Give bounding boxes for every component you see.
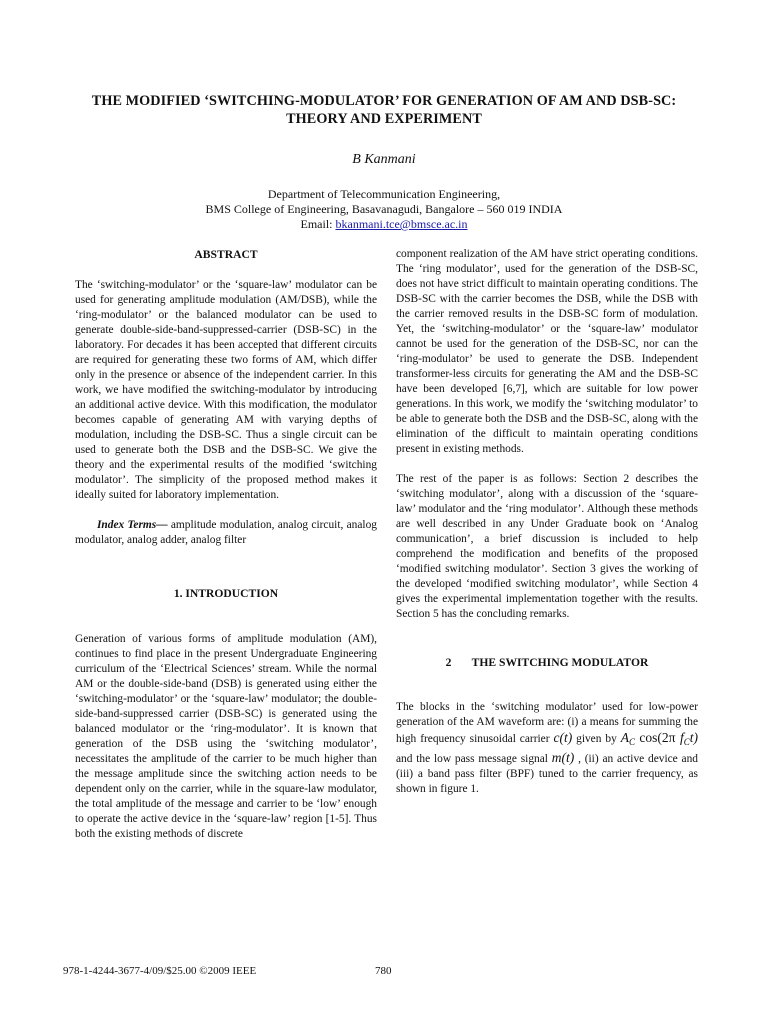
section-2-text-a: The blocks in the ‘switching modulator’ used for low-power generation of the AM waveform are: (i) a means for summing the high frequency sinusoidal carrier <box>396 701 698 745</box>
paper-title <box>60 92 708 128</box>
carrier-cos-term: cos(2π <box>634 730 680 745</box>
footer-copyright: 978-1-4244-3677-4/09/$25.00 ©2009 IEEE <box>63 965 257 977</box>
index-terms-label: Index Terms— <box>97 519 168 531</box>
title-line-1: THE MODIFIED ‘SWITCHING-MODULATOR’ FOR GENERATION OF AM AND DSB-SC: <box>91 93 677 109</box>
section-2-paragraph <box>396 700 698 797</box>
title-line-2: THEORY AND EXPERIMENT <box>286 111 482 127</box>
email-label: Email: <box>300 217 336 231</box>
left-column <box>75 247 377 842</box>
carrier-time-term: t) <box>689 730 698 745</box>
introduction-paragraph-2: The rest of the paper is as follows: Section 2 describes the ‘switching modulator’, along with a discussion of the ‘square-law’ modulator and the ‘ring modulator’. Although these methods are well described in any Under Graduate book on ‘Analog communication’, a brief discussion is included to help comprehend the modification and benefits of the proposed ‘modified switching modulator’. Section 3 gives the working of the developed ‘modified switching modulator’, while Section 4 gives the experimental implementation together with the results. Section 5 has the concluding remarks. <box>396 473 698 620</box>
introduction-paragraph-1-continued: component realization of the AM have strict operating conditions. The ‘ring modulator’, used for the generation of the DSB-SC, does not have strict difficult to maintain operating conditions. The DSB-SC with the carrier becomes the DSB, while the DSB with the carrier removed results in the DSB-SC form of modulation. Yet, the ‘switching-modulator’ or the ‘square-law’ modulator cannot be used for the generation of the DSB-SC, nor can the ‘ring-modulator’ be used to generate the DSB. Independent transformer-less circuits for generating the AM and the DSB-SC have been developed [6,7], which are suitable for low power generations. In this work, we modify the ‘switching modulator’ to be able to generate both the DSB and the DSB-SC, along with the elimination of the difficult to maintain operating conditions present in existing methods. <box>396 248 698 455</box>
email-link[interactable]: bkanmani.tce@bmsce.ac.in <box>335 217 468 231</box>
page-number: 780 <box>375 965 392 977</box>
carrier-frequency-subscript: C <box>683 737 690 747</box>
carrier-symbol: c(t) <box>553 730 573 745</box>
affiliation-email <box>0 217 768 232</box>
affiliation <box>0 187 768 232</box>
abstract-heading: ABSTRACT <box>194 248 258 261</box>
section-2-text-b: given by <box>572 733 621 745</box>
message-signal-symbol: m(t) <box>551 750 575 765</box>
section-2-heading <box>396 655 698 670</box>
section-2-text-d: , (ii) an active device and (iii) a band pass filter (BPF) tuned to the carrier frequency, as shown in figure 1. <box>396 753 698 795</box>
affiliation-department: Department of Telecommunication Engineering, <box>267 187 501 201</box>
abstract-text: The ‘switching-modulator’ or the ‘square-law’ modulator can be used for generating amplitude modulation (AM/DSB), while the ‘ring-modulator’ or the balanced modulator can be used to generate double-side-band-suppressed-carrier (DSB-SC) in the laboratory. For decades it has been accepted that different circuits are required for generating these two forms of AM, which differ only in the presence or absence of the independent carrier. In this work, we have modified the switching-modulator by introducing an additional active device. With this modification, the modulator becomes capable of generating AM with varying depths of modulation, including the DSB-SC. Thus a single circuit can be used to generate both the DSB and the DSB-SC. We give the theory and the experimental results of the modified ‘switching modulator’. The simplicity of the proposed method makes it ideally suited for laboratory implementation. <box>75 279 377 501</box>
index-terms-text: amplitude modulation, analog circuit, analog modulator, analog adder, analog filter <box>75 519 377 546</box>
carrier-frequency-symbol: f <box>679 730 684 745</box>
section-2-title: THE SWITCHING MODULATOR <box>471 656 649 669</box>
index-terms <box>75 518 377 548</box>
section-2-number: 2 <box>445 656 452 669</box>
carrier-amplitude-symbol: A <box>620 730 629 745</box>
right-column <box>396 247 698 797</box>
carrier-amplitude-subscript: C <box>628 737 635 747</box>
introduction-heading: 1. INTRODUCTION <box>173 587 279 600</box>
affiliation-college: BMS College of Engineering, Basavanagudi, Bangalore – 560 019 INDIA <box>205 202 563 216</box>
section-2-text-c: and the low pass message signal <box>396 753 552 765</box>
author-name: B Kanmani <box>352 152 416 167</box>
introduction-paragraph-1: Generation of various forms of amplitude modulation (AM), continues to find place in the present Undergraduate Engineering curriculum of the ‘Electrical Sciences’ stream. While the normal AM or the double-side-band (DSB) is generated using either the ‘switching-modulator’ or the ‘square-law’ modulator; the double-side-band-suppressed carrier (DSB-SC) is generated using the balanced modulator or the ‘ring-modulator’. It is known that generation of the DSB using the ‘switching modulator’, necessitates the amplitude of the carrier to be much higher than the message amplitude since the switching action needs to be dependent only on the carrier, while in the square-law modulator, the total amplitude of the message and carrier to be ‘low’ enough to operate the active device in the ‘square-law’ region [1-5]. Thus both the existing methods of discrete <box>75 633 377 840</box>
